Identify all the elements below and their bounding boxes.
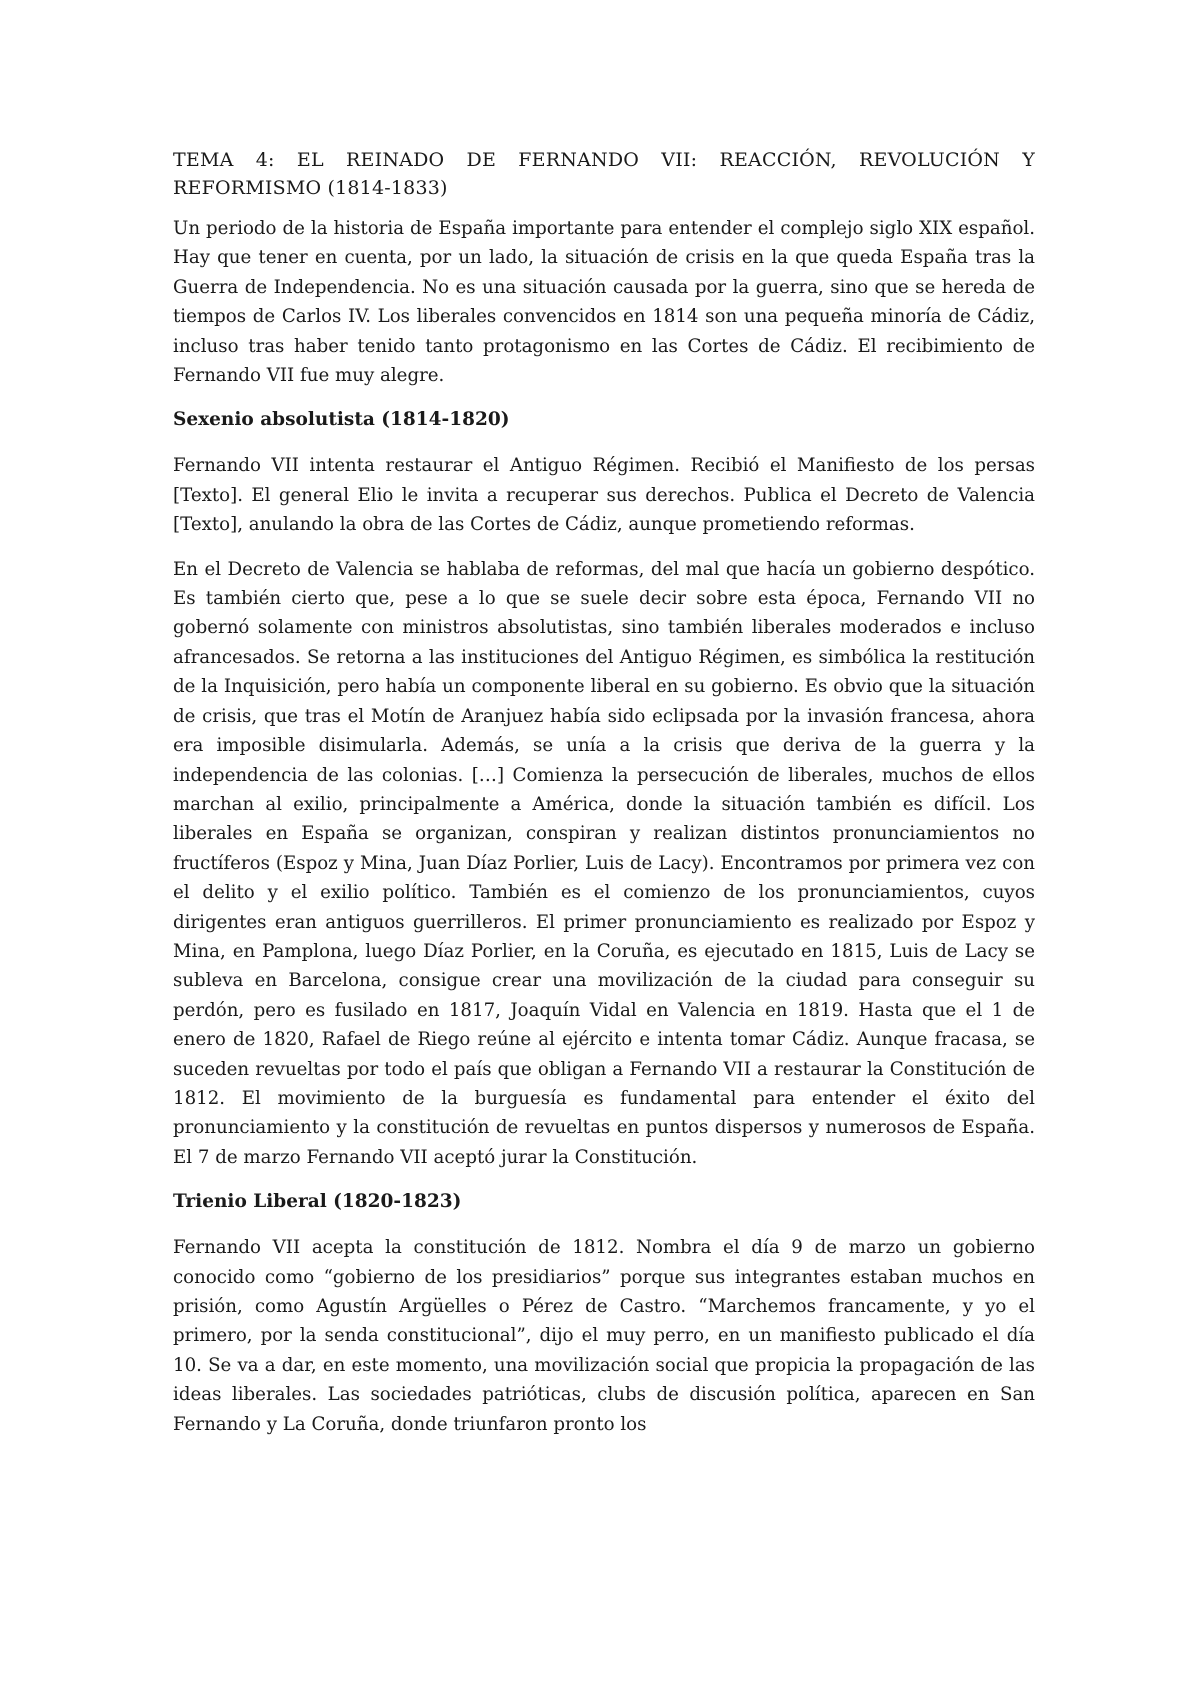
- sexenio-paragraph-1: Fernando VII intenta restaurar el Antiguo Régimen. Recibió el Manifiesto de los persas [Texto]. El general Elio le invita a recuperar sus derechos. Publica el Decreto de Valencia [Texto], anulando la obra de las Cortes de Cádiz, aunque prometiendo reformas.: [173, 455, 1035, 536]
- section-heading-trienio: Trienio Liberal (1820-1823): [173, 1191, 462, 1213]
- document-title: TEMA 4: EL REINADO DE FERNANDO VII: REACCIÓN, REVOLUCIÓN Y REFORMISMO (1814-1833): [173, 149, 1035, 199]
- section-heading-sexenio: Sexenio absolutista (1814-1820): [173, 409, 510, 431]
- document-page: [173, 146, 1035, 1454]
- sexenio-paragraph-2: En el Decreto de Valencia se hablaba de reformas, del mal que hacía un gobierno despótico. Es también cierto que, pese a lo que se suele decir sobre esta época, Fernando VII no gobernó solamente con ministros absolutistas, sino también liberales moderados e incluso afrancesados. Se retorna a las instituciones del Antiguo Régimen, es simbólica la restitución de la Inquisición, pero había un componente liberal en su gobierno. Es obvio que la situación de crisis, que tras el Motín de Aranjuez había sido eclipsada por la invasión francesa, ahora era imposible disimularla. Además, se unía a la crisis que deriva de la guerra y la independencia de las colonias. […] Comienza la persecución de liberales, muchos de ellos marchan al exilio, principalmente a América, donde la situación también es difícil. Los liberales en España se organizan, conspiran y realizan distintos pronunciamientos no fructíferos (Espoz y Mina, Juan Díaz Porlier, Luis de Lacy). Encontramos por primera vez con el delito y el exilio político. También es el comienzo de los pronunciamientos, cuyos dirigentes eran antiguos guerrilleros. El primer pronunciamiento es realizado por Espoz y Mina, en Pamplona, luego Díaz Porlier, en la Coruña, es ejecutado en 1815, Luis de Lacy se subleva en Barcelona, consigue crear una movilización de la ciudad para conseguir su perdón, pero es fusilado en 1817, Joaquín Vidal en Valencia en 1819. Hasta que el 1 de enero de 1820, Rafael de Riego reúne al ejército e intenta tomar Cádiz. Aunque fracasa, se suceden revueltas por todo el país que obligan a Fernando VII a restaurar la Constitución de 1812. El movimiento de la burguesía es fundamental para entender el éxito del pronunciamiento y la constitución de revueltas en puntos dispersos y numerosos de España. El 7 de marzo Fernando VII aceptó jurar la Constitución.: [173, 558, 1035, 1168]
- intro-paragraph: Un periodo de la historia de España importante para entender el complejo siglo XIX español. Hay que tener en cuenta, por un lado, la situación de crisis en la que queda España tras la Guerra de Independencia. No es una situación causada por la guerra, sino que se hereda de tiempos de Carlos IV. Los liberales convencidos en 1814 son una pequeña minoría de Cádiz, incluso tras haber tenido tanto protagonismo en las Cortes de Cádiz. El recibimiento de Fernando VII fue muy alegre.: [173, 218, 1035, 387]
- trienio-paragraph-1: Fernando VII acepta la constitución de 1812. Nombra el día 9 de marzo un gobierno conocido como “gobierno de los presidiarios” porque sus integrantes estaban muchos en prisión, como Agustín Argüelles o Pérez de Castro. “Marchemos francamente, y yo el primero, por la senda constitucional”, dijo el muy perro, en un manifiesto publicado el día 10. Se va a dar, en este momento, una movilización social que propicia la propagación de las ideas liberales. Las sociedades patrióticas, clubs de discusión política, aparecen en San Fernando y La Coruña, donde triunfaron pronto los: [173, 1237, 1035, 1435]
